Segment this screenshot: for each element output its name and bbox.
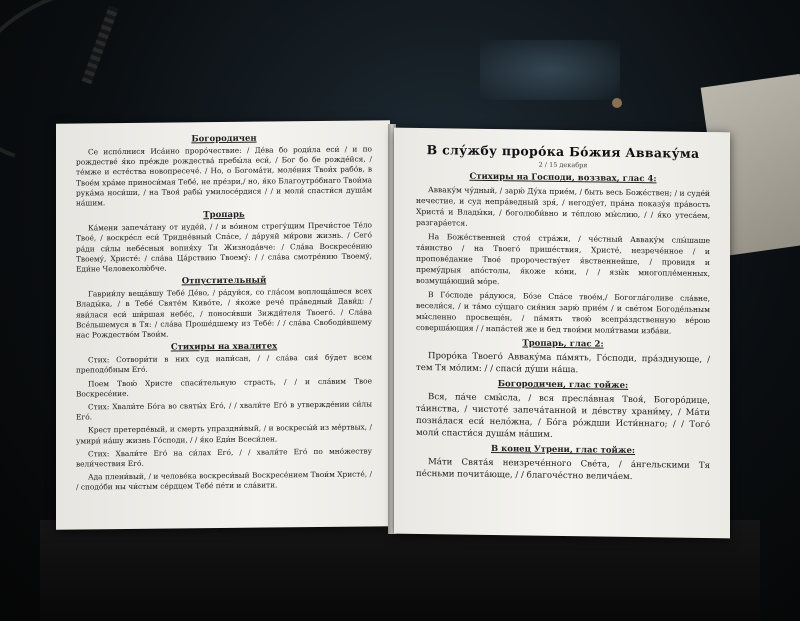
background-window-glow [480,40,620,100]
right-page-title: В слу́жбу проро́ка Бо́жия Авваку́ма [426,142,700,161]
right-matins-ending-text: Ма́ти Свята́я неизрече́нного Све́та, / а́нгельскими Тя пе́сньми почита́юще, / / благоче́стно велича́ем. [416,457,710,482]
left-section-heading-troparion: Тропарь [203,209,245,221]
right-theotokion-text: Вся, па́че смы́сла, / вся пресла́вная Твоя́, Богоро́дице, та́инства, / чистоте́ запеча́танной и де́вству храни́му, / Ма́ти позна́лася еси́ нело́жна, / Бо́га ро́ждши Исти́ннаго; / / Того́ моли́ спасти́ся душа́м на́шим. [416,392,710,440]
right-section-heading-matins: В конец Утрени, глас тойже: [491,444,635,457]
background-candle-light [612,98,622,108]
right-section-heading-stichera: Стихиры на Господи, воззвах, глас 4: [469,171,657,185]
left-troparion-text: Ка́мени запеча́тану от иуде́й, / / и во́ином стрегу́щим Пречи́стое Те́ло Твое́, / воскре́сл еси́ Тридне́вный Спа́се, / да́руяй ми́рови жизнь. / Сего́ ра́ди си́лы небе́сныя вопия́ху Ти Жизнода́вче: / Сла́ва Воскресе́нию Твоему́, Христе́: / сла́ва Ца́рствию Твоему́: / / сла́ва смотре́нию Твоему́, Еди́не Человеколю́бче. [76,220,372,274]
left-section-heading-theotokion: Богородичен [191,133,257,145]
left-sticheron-verse: Стих: Хвали́те Его́ на си́лах Его́, / / хвали́те Его́ по мно́жеству вели́чествия Его́. [76,446,372,469]
left-sticheron: Крест претерпе́вый, и смерть упраздни́вый, / и воскресы́й из ме́ртвых, / умири́ на́шу жизнь Го́споди, / / я́ко Еди́н Всеси́лен. [76,422,372,446]
left-section-heading-dismissal: Отпустительный [181,275,267,287]
right-section-heading-theotokion: Богородичен, глас тойже: [497,379,629,391]
left-sticheron: Поем Твою́ Христе спаси́тельную страсть, / / и сла́вим Твое Воскресе́ние. [76,376,372,399]
left-sticheron-verse: Стих: Хвали́те Бо́га во святы́х Его́, / / хвали́те Его́ в утвержде́нии си́лы Его́. [76,399,372,422]
right-sticheron-1: Авваку́м чу́дный, / зарю́ Ду́ха прие́м, / быть весь Боже́ствен; / и суде́й нечестие, и суд непра́ведный зря́, / негоду́ет, пра́на показу́я пра́вость Христа́ и Влады́ки, / боголюби́вно и те́плою мы́слию, / / я́ко утеса́ем, разгара́ется. [416,185,710,228]
right-troparion-text: Проро́ка Твоего́ Авваку́ма па́мять, Го́споди, пра́зднующе, / тем Тя мо́лим: / / спаси́ ду́ши на́ша. [416,351,710,376]
right-section-heading-troparion: Тропарь, глас 2: [522,338,604,350]
left-page [56,120,390,529]
left-dismissal-text: Гаврии́лу веща́вшу Тебе́ Де́во, / ра́дуйся, со гла́сом воплоща́шеся всех Влады́ка, / в Тебе́ Святе́м Киво́те, / я́коже рече́ пра́ведный Дави́д: / яви́лася еси́ ши́ршая небе́с, / поноси́вши Зижди́теля Твоего́. / Сла́ва Все́льшемуся в Тя: / сла́ва Проше́дшему из Тебе́: / / сла́ва Свободи́вшему нас Рождество́м Твои́м. [76,286,372,340]
right-page-date: 2 / 15 декабря [538,160,588,170]
left-section-heading-lauds: Стихиры на хвалитех [170,341,278,353]
right-sticheron-3: В Го́споде ра́дуюся, Бо́зе Спа́се твое́м,/ Богогла́голиве сла́вне, весели́ся, / и та́мо су́щаго сия́ния зарю́ прие́м / и све́том Богоде́льным мы́сленно просвеще́н, / па́мять твою́ всепра́здственную ве́рою соверша́ющия / / напа́стей же и бед твои́ми моли́твами изба́ви. [416,290,710,336]
left-sticheron: Ада плени́вый, / и челове́ка воскреси́вый Воскресе́нием Твои́м Христе́, / / сподо́би ны чи́стым се́рдцем Тебе́ пе́ти и сла́вити. [76,469,372,493]
left-sticheron-verse: Стих: Сотвори́ти в них суд напи́сан, / / сла́ва сия́ бу́дет всем преподо́бным Его́. [76,352,372,375]
right-page [394,128,730,539]
right-sticheron-2: На Боже́ственней стоя́ стра́жи, / че́стный Авваку́м слы́шаше та́инство / на Твоего́ прише́ствия, Христе́, незрече́нное / и пропове́дание Твое́ пророчеству́ет я́вственнейше, / провидя и прему́дрыя апо́столы, я́коже ко́ни, / / язы́к многопле́менных, возмуща́ющий мо́ре. [416,232,710,287]
left-theotokion-text: Се испо́лнися Иса́ино проро́чествие: / Де́ва бо роди́ла еси́ / и по рождестве́ я́ко пре́жде рождества́ пребы́ла еси́, / Бог бо бе рожде́йся, / те́мже и есте́ства новопресече́. / Но, о Богома́ти, моле́ния Твои́х рабо́в, в Твое́м хра́ме приноси́мая Тебе́, не пре́зри,/ но, я́ко Благоутро́бнаго Твои́ма рука́ма носи́ши, / на Твоя́ рабы́ умилосе́рдися / / и моли́ спасти́ся душа́м на́шим. [76,144,372,208]
